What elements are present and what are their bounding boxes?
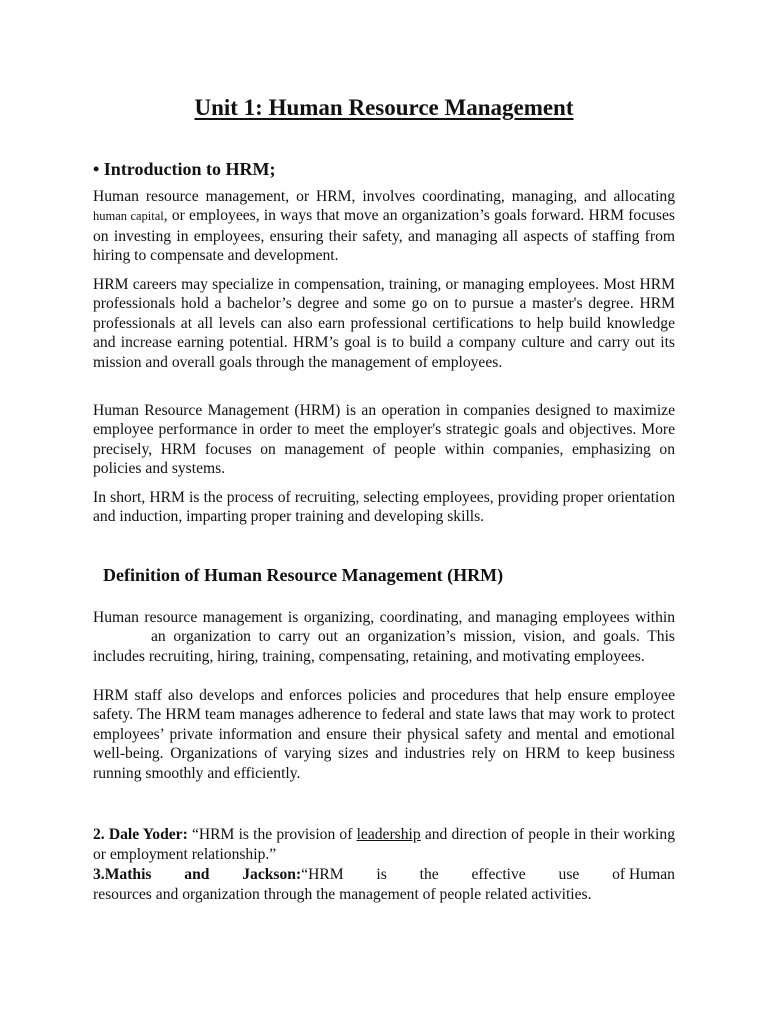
human-capital-link[interactable]: human capital xyxy=(93,209,164,224)
intro-paragraph-3: Human Resource Management (HRM) is an operation in companies designed to maximize employee performance in order to meet the employer's strategic goals and objectives. More precisely, HRM focuses on management of people within companies, emphasizing on policies and systems. xyxy=(93,402,675,478)
dale-yoder-definition: 2. Dale Yoder: “HRM is the provision of leadership and direction of people in their working or employment relationship.” xyxy=(93,826,675,864)
mathis-jackson-definition: 3.Mathis and Jackson:“HRM is the effective use of Human resources and organization through the management of people related activities. xyxy=(93,866,675,904)
intro-paragraph-4: In short, HRM is the process of recruiting, selecting employees, providing proper orientation and induction, imparting proper training and developing skills. xyxy=(93,489,675,526)
dale-yoder-label: 2. Dale Yoder: xyxy=(93,826,188,843)
intro-heading: • Introduction to HRM; xyxy=(93,159,276,179)
document-page xyxy=(93,0,675,1024)
definition-heading: Definition of Human Resource Management (HRM) xyxy=(103,565,504,585)
page-title: Unit 1: Human Resource Management xyxy=(194,95,574,120)
definition-paragraph-1: Human resource management is organizing, coordinating, and managing employees withinan organization to carry out an organization’s mission, vision, and goals. This includes recruiting, hiring, training, compensating, retaining, and motivating employees. xyxy=(93,609,675,665)
leadership-link[interactable]: leadership xyxy=(356,826,421,843)
definition-paragraph-2: HRM staff also develops and enforces policies and procedures that help ensure employee safety. The HRM team manages adherence to federal and state laws that may work to protect employees’ private information and ensure their physical safety and mental and emotional well-being. Organizations of varying sizes and industries rely on HRM to keep business running smoothly and efficiently. xyxy=(93,687,675,782)
intro-paragraph-2: HRM careers may specialize in compensation, training, or managing employees. Most HRM professionals hold a bachelor’s degree and some go on to pursue a master's degree. HRM professionals at all levels can also earn professional certifications to help build knowledge and increase earning potential. HRM’s goal is to build a company culture and carry out its mission and overall goals through the management of employees. xyxy=(93,276,675,371)
intro-paragraph-1: Human resource management, or HRM, involves coordinating, managing, and allocating human capital, or employees, in ways that move an organization’s goals forward. HRM focuses on investing in employees, ensuring their safety, and managing all aspects of staffing from hiring to compensate and development. xyxy=(93,188,675,265)
